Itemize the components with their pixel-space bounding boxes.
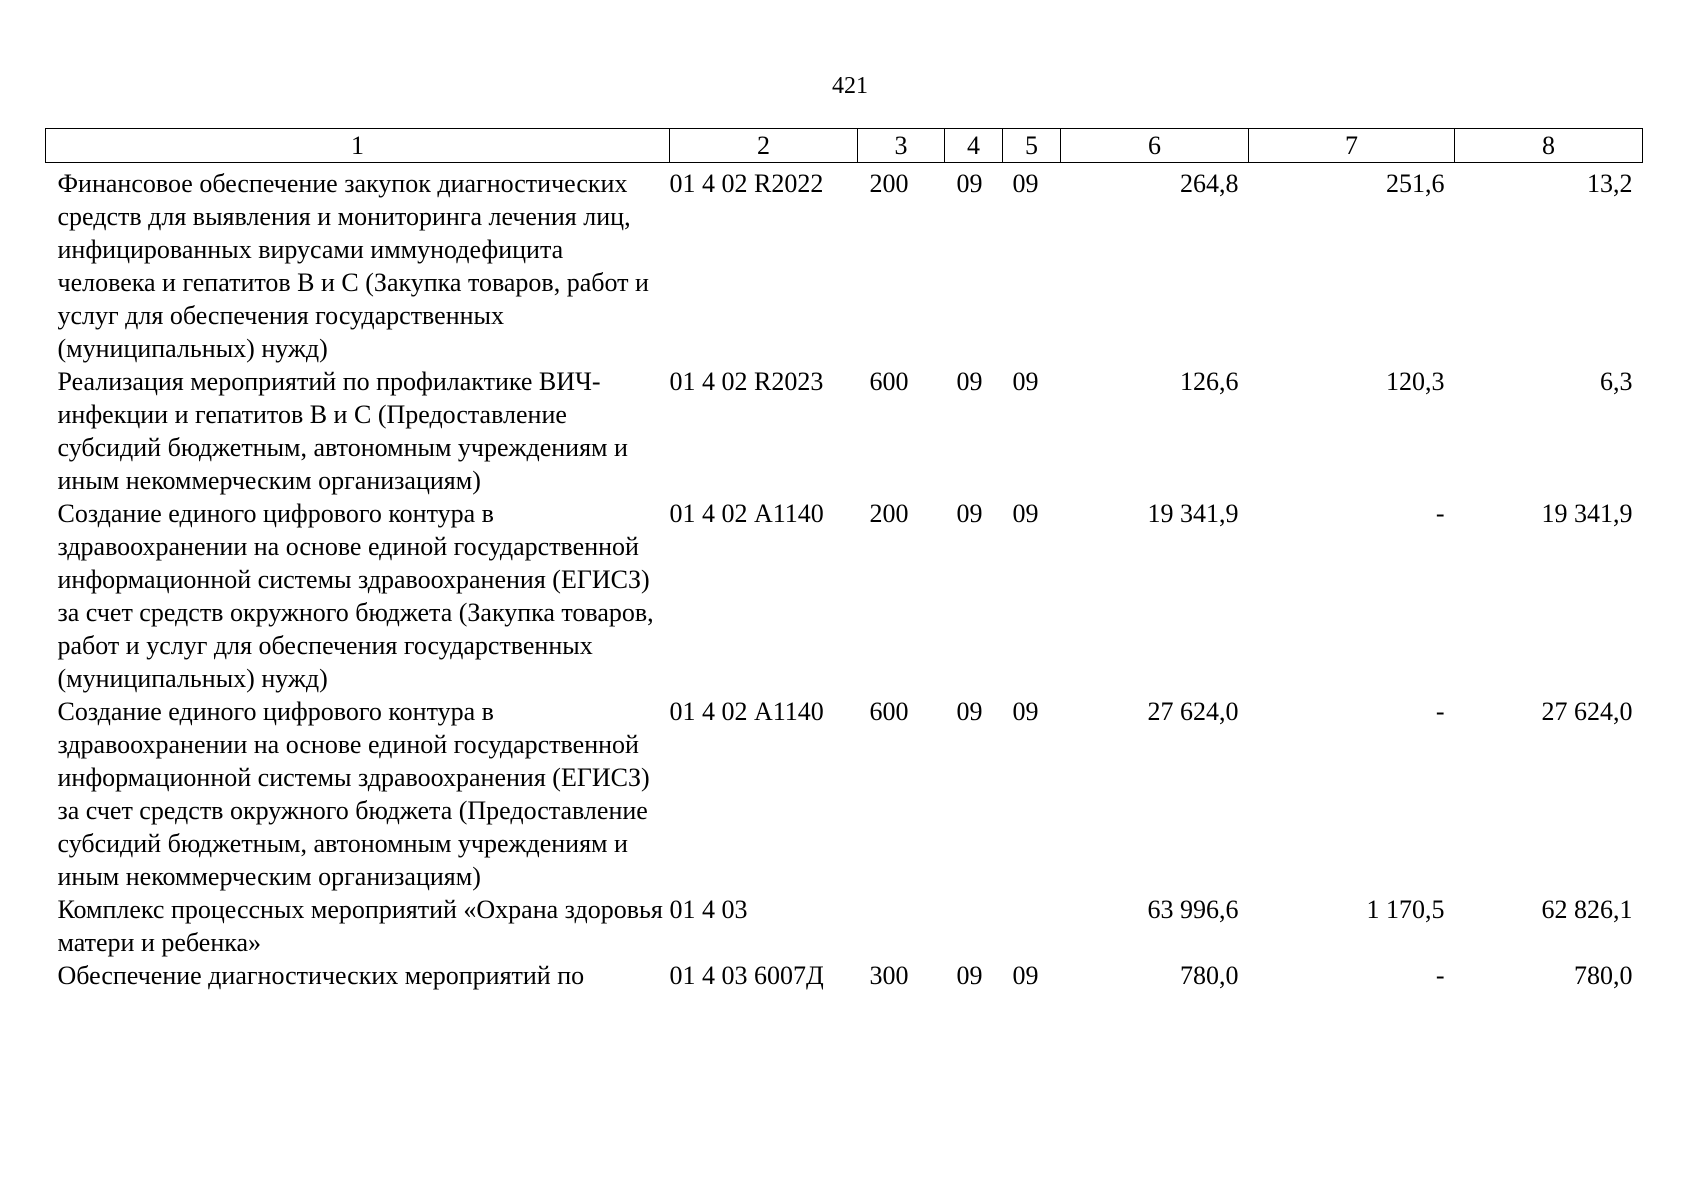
row-col-7: - bbox=[1435, 697, 1445, 726]
row-code: 01 4 03 6007Д bbox=[669, 961, 824, 990]
row-vr: 600 bbox=[869, 697, 909, 726]
row-col-7: - bbox=[1435, 499, 1445, 528]
row-col-7: 1 170,5 bbox=[1366, 895, 1445, 924]
row-name: Обеспечение диагностических мероприятий по bbox=[57, 961, 585, 990]
row-col-8: 6,3 bbox=[1600, 367, 1633, 396]
row-name: Комплекс процессных мероприятий «Охрана здоровья матери и ребенка» bbox=[57, 895, 663, 957]
row-code: 01 4 02 R2022 bbox=[669, 169, 824, 198]
row-name: Реализация мероприятий по профилактике ВИЧ-инфекции и гепатитов В и С (Предоставление субсидий бюджетным, автономным учреждениям и иным некоммерческим организациям) bbox=[57, 367, 628, 495]
table-row bbox=[46, 893, 1643, 959]
header-col-4: 4 bbox=[945, 129, 1003, 163]
row-rz: 09 bbox=[956, 367, 983, 396]
row-col-7: 120,3 bbox=[1386, 367, 1445, 396]
table-row bbox=[46, 163, 1643, 366]
row-col-6: 264,8 bbox=[1180, 169, 1239, 198]
row-pr: 09 bbox=[1012, 169, 1039, 198]
table-row bbox=[46, 959, 1643, 992]
row-col-8: 780,0 bbox=[1574, 961, 1633, 990]
row-pr: 09 bbox=[1012, 961, 1039, 990]
row-code: 01 4 02 R2023 bbox=[669, 367, 824, 396]
row-name: Создание единого цифрового контура в здравоохранении на основе единой государственной информационной системы здравоохранения (ЕГИСЗ) за счет средств окружного бюджета (Закупка товаров, работ и услуг для обеспечения государственных (муниципальных) нужд) bbox=[57, 499, 654, 693]
row-col-6: 126,6 bbox=[1180, 367, 1239, 396]
row-vr: 200 bbox=[869, 169, 909, 198]
row-rz: 09 bbox=[956, 169, 983, 198]
row-vr: 300 bbox=[869, 961, 909, 990]
row-col-7: - bbox=[1435, 961, 1445, 990]
row-rz bbox=[945, 893, 1003, 959]
row-col-7: 251,6 bbox=[1386, 169, 1445, 198]
header-col-1: 1 bbox=[46, 129, 670, 163]
page-number: 421 bbox=[832, 73, 868, 99]
row-pr: 09 bbox=[1012, 499, 1039, 528]
header-col-7: 7 bbox=[1249, 129, 1455, 163]
row-col-6: 27 624,0 bbox=[1147, 697, 1239, 726]
row-code: 01 4 03 bbox=[669, 895, 748, 924]
header-col-3: 3 bbox=[858, 129, 945, 163]
header-col-2: 2 bbox=[670, 129, 858, 163]
table-row bbox=[46, 497, 1643, 695]
row-pr: 09 bbox=[1012, 697, 1039, 726]
row-name: Финансовое обеспечение закупок диагностических средств для выявления и мониторинга лечения лиц, инфицированных вирусами иммунодефицита человека и гепатитов В и С (Закупка товаров, работ и услуг для обеспечения государственных (муниципальных) нужд) bbox=[57, 169, 649, 363]
header-row bbox=[46, 129, 1643, 163]
row-code: 01 4 02 А1140 bbox=[669, 499, 824, 528]
row-col-6: 780,0 bbox=[1180, 961, 1239, 990]
table-row bbox=[46, 695, 1643, 893]
header-col-6: 6 bbox=[1061, 129, 1249, 163]
header-col-8: 8 bbox=[1455, 129, 1643, 163]
row-vr: 200 bbox=[869, 499, 909, 528]
row-name: Создание единого цифрового контура в здравоохранении на основе единой государственной информационной системы здравоохранения (ЕГИСЗ) за счет средств окружного бюджета (Предоставление субсидий бюджетным, автономным учреждениям и иным некоммерческим организациям) bbox=[57, 697, 650, 891]
budget-table bbox=[45, 128, 1643, 992]
row-rz: 09 bbox=[956, 961, 983, 990]
row-col-6: 19 341,9 bbox=[1147, 499, 1239, 528]
table-body bbox=[46, 163, 1643, 993]
row-col-8: 13,2 bbox=[1587, 169, 1633, 198]
row-code: 01 4 02 А1140 bbox=[669, 697, 824, 726]
row-rz: 09 bbox=[956, 499, 983, 528]
table-row bbox=[46, 365, 1643, 497]
row-pr bbox=[1003, 893, 1061, 959]
row-pr: 09 bbox=[1012, 367, 1039, 396]
row-vr bbox=[858, 893, 945, 959]
row-col-6: 63 996,6 bbox=[1147, 895, 1239, 924]
header-col-5: 5 bbox=[1003, 129, 1061, 163]
row-vr: 600 bbox=[869, 367, 909, 396]
row-rz: 09 bbox=[956, 697, 983, 726]
table-header bbox=[46, 129, 1643, 163]
row-col-8: 27 624,0 bbox=[1541, 697, 1633, 726]
row-col-8: 19 341,9 bbox=[1541, 499, 1633, 528]
row-col-8: 62 826,1 bbox=[1541, 895, 1633, 924]
